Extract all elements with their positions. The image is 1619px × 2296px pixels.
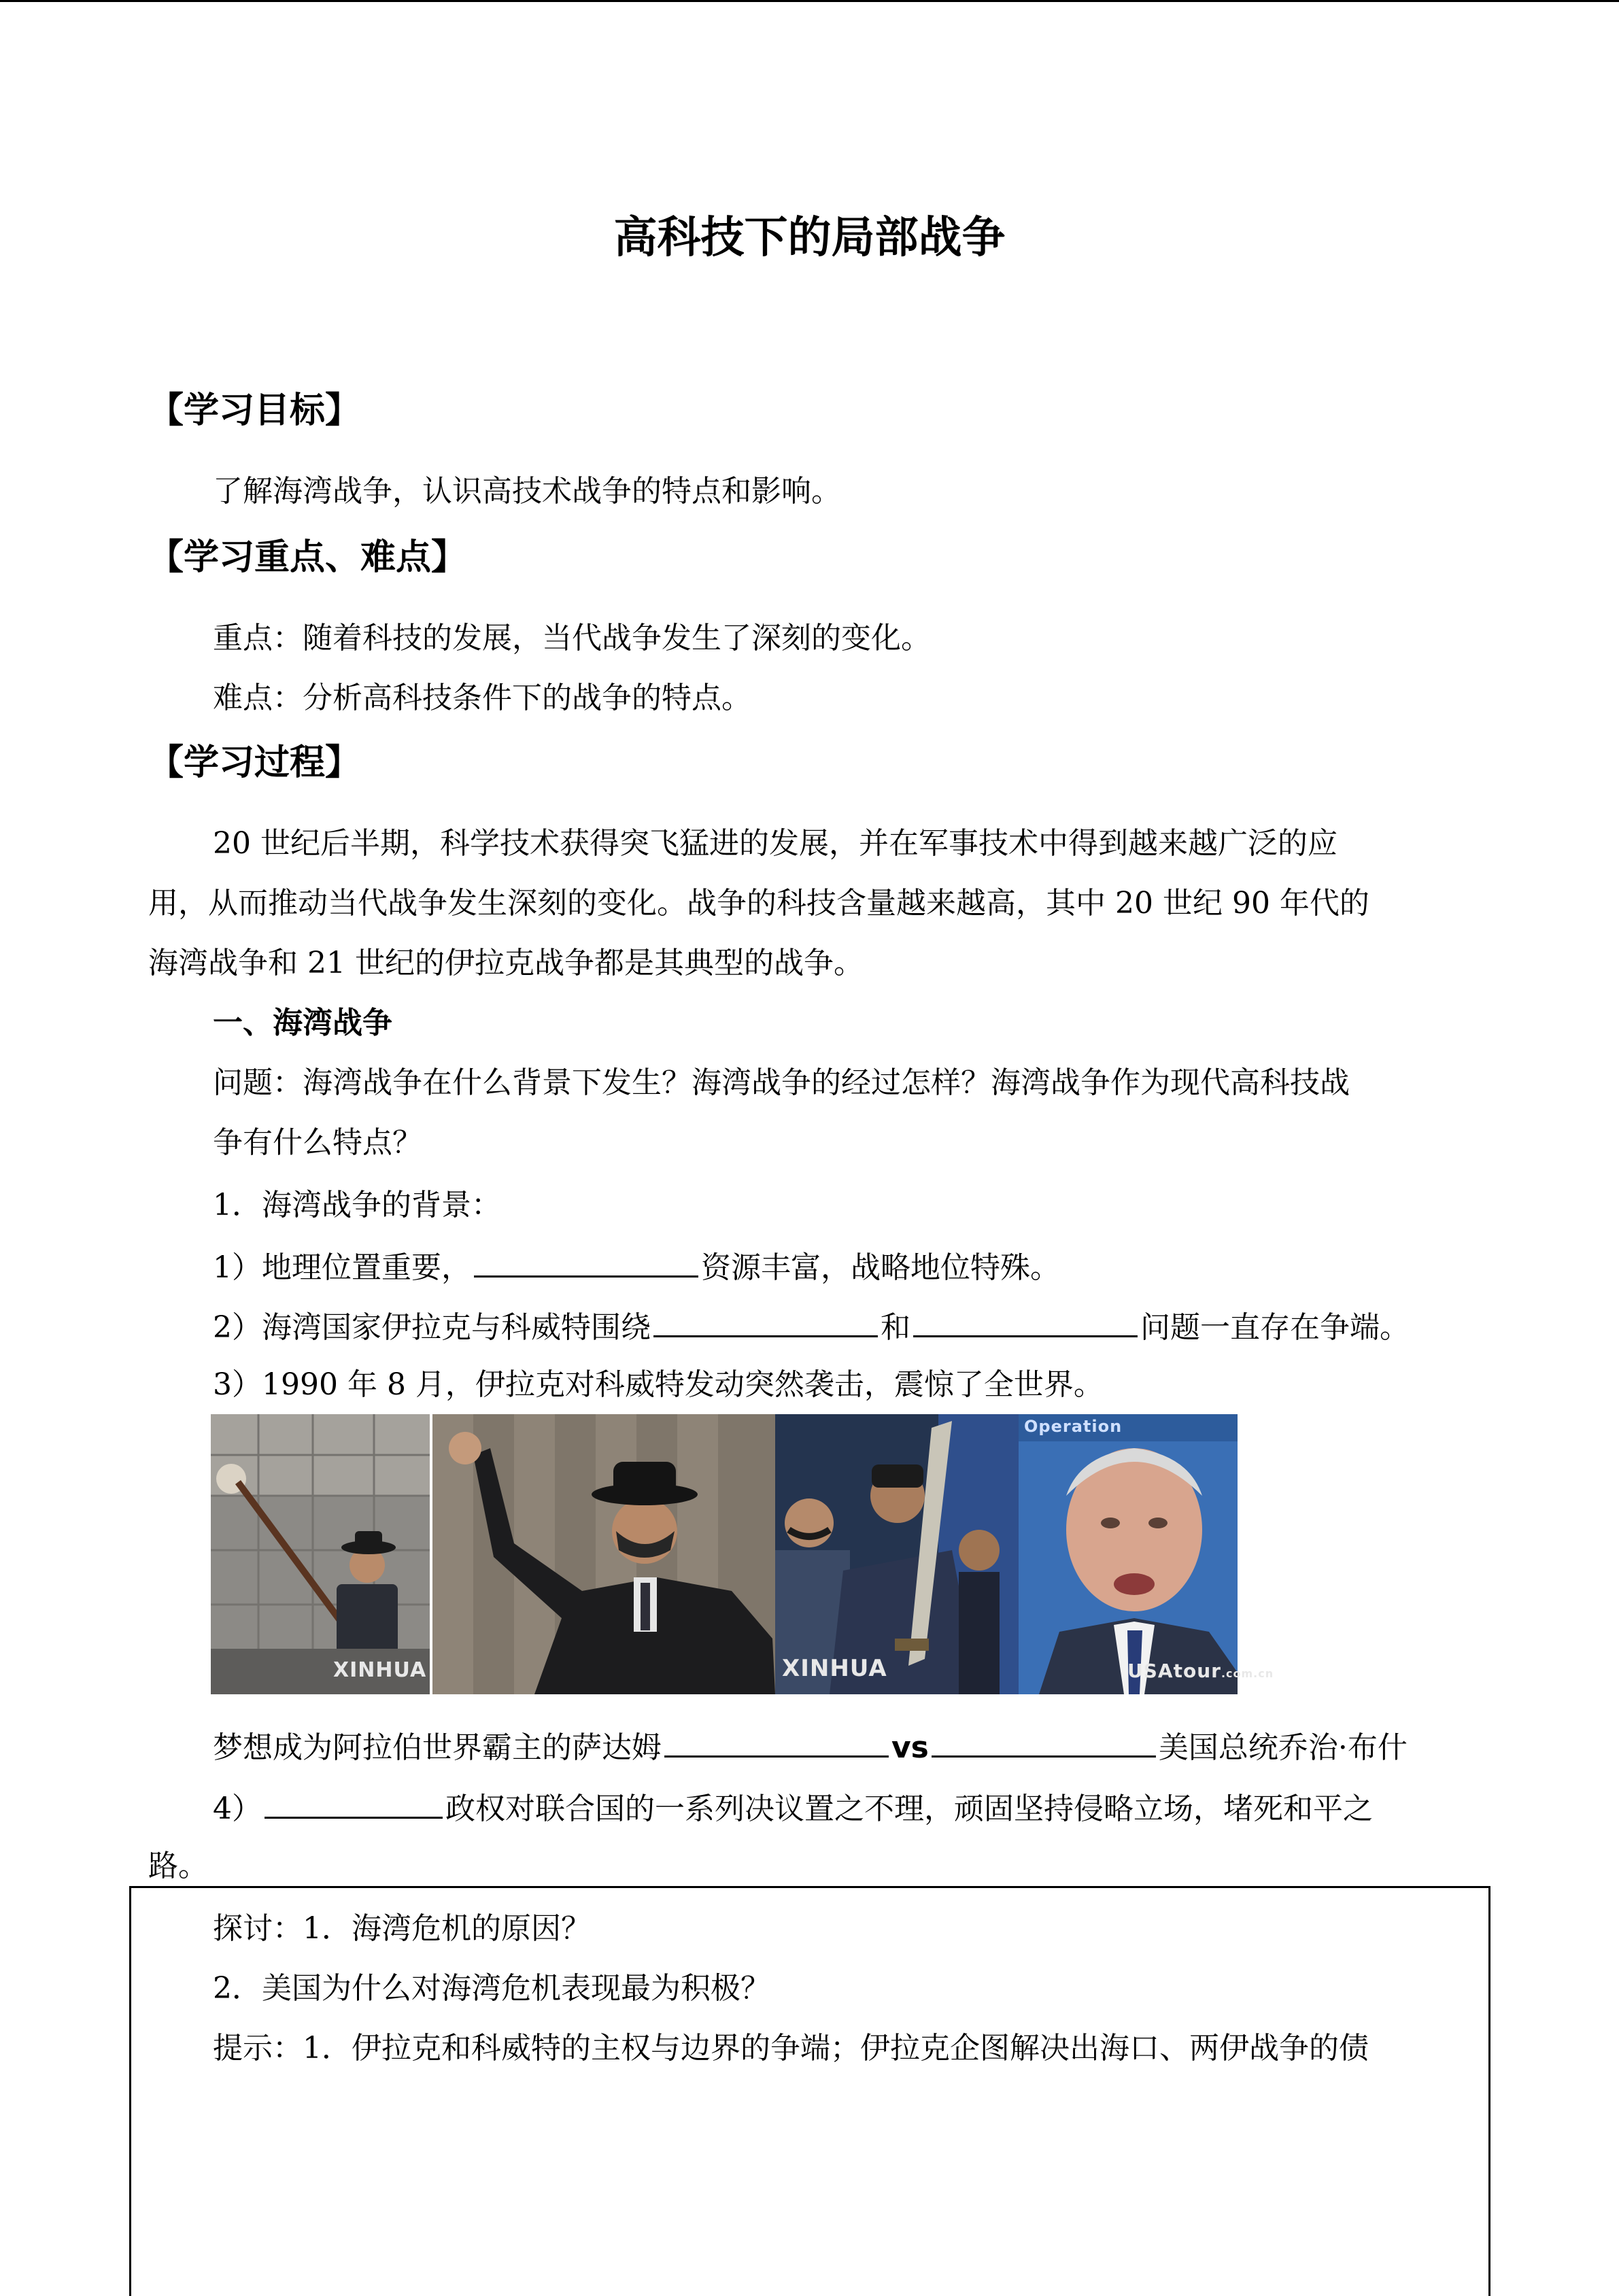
item-4-text-b: 政权对联合国的一系列决议置之不理，顽固坚持侵略立场，堵死和平之: [445, 1792, 1373, 1826]
item-1-text-a: 1）地理位置重要，: [213, 1250, 471, 1285]
heading-key-points: 【学习重点、难点】: [148, 537, 467, 578]
watermark-xinhua-1: XINHUA: [333, 1658, 427, 1682]
sign-text: Operation: [1024, 1417, 1123, 1436]
photo-saddam-rifle: [211, 1414, 430, 1694]
background-title: 1．海湾战争的背景：: [213, 1188, 501, 1222]
photo-george-bush: [1019, 1414, 1274, 1694]
item-1-text-b: 资源丰富，战略地位特殊。: [701, 1250, 1060, 1285]
caption-text-a: 梦想成为阿拉伯世界霸主的萨达姆: [213, 1730, 662, 1765]
item-1: [213, 1246, 1060, 1288]
discussion-question-1: 探讨：1．海湾危机的原因？: [213, 1911, 591, 1946]
discussion-question-2: 2．美国为什么对海湾危机表现最为积极？: [213, 1971, 770, 2006]
intro-line-1: 20 世纪后半期，科学技术获得突飞猛进的发展，并在军事技术中得到越来越广泛的应: [213, 826, 1337, 861]
heading-learning-goals: 【学习目标】: [148, 390, 361, 431]
intro-line-2: 用，从而推动当代战争发生深刻的变化。战争的科技含量越来越高，其中 20 世纪 90 年代的: [148, 886, 1369, 921]
watermark-usatour: [1127, 1660, 1274, 1682]
watermark-xinhua-2: XINHUA: [782, 1655, 887, 1682]
item-2-text-b: 和: [881, 1310, 910, 1345]
item-2-text-c: 问题一直存在争端。: [1140, 1310, 1410, 1345]
item-2-blank-1[interactable]: [653, 1305, 878, 1337]
item-2-blank-2[interactable]: [913, 1305, 1138, 1337]
item-4-blank[interactable]: [265, 1787, 443, 1819]
caption-blank-1[interactable]: [664, 1726, 889, 1758]
item-4: [213, 1787, 1373, 1829]
intro-line-3: 海湾战争和 21 世纪的伊拉克战争都是其典型的战争。: [148, 946, 864, 980]
item-2-text-a: 2）海湾国家伊拉克与科威特围绕: [213, 1310, 651, 1345]
item-4-continuation: 路。: [148, 1849, 208, 1883]
item-3: 3）1990 年 8 月，伊拉克对科威特发动突然袭击，震惊了全世界。: [213, 1367, 1104, 1402]
discussion-hint: 提示：1．伊拉克和科威特的主权与边界的争端；伊拉克企图解决出海口、两伊战争的债: [213, 2031, 1369, 2066]
caption-blank-2[interactable]: [932, 1726, 1156, 1758]
key-point-text: 重点：随着科技的发展，当代战争发生了深刻的变化。: [213, 621, 931, 655]
watermark-usatour-domain: .com.cn: [1221, 1667, 1274, 1680]
caption-text-b: 美国总统乔治·布什: [1158, 1730, 1408, 1765]
photo-saddam-waving: [432, 1414, 775, 1694]
photo-strip: [211, 1414, 1274, 1694]
heading-learning-process: 【学习过程】: [148, 742, 361, 783]
question-line-1: 问题：海湾战争在什么背景下发生？海湾战争的经过怎样？海湾战争作为现代高科技战: [213, 1065, 1350, 1100]
photo-saddam-sword: [775, 1414, 1019, 1694]
item-1-blank[interactable]: [474, 1246, 698, 1278]
caption-vs: vs: [891, 1730, 929, 1765]
page-title: 高科技下的局部战争: [613, 213, 1006, 263]
difficult-point-text: 难点：分析高科技条件下的战争的特点。: [213, 681, 751, 715]
item-2: [213, 1305, 1410, 1348]
photo-caption: [213, 1726, 1408, 1768]
watermark-usatour-main: USAtour: [1127, 1660, 1221, 1682]
question-line-2: 争有什么特点？: [213, 1125, 422, 1160]
goals-text: 了解海湾战争，认识高技术战争的特点和影响。: [213, 474, 841, 509]
item-4-text-a: 4）: [213, 1792, 262, 1826]
part1-heading: 一、海湾战争: [213, 1006, 392, 1040]
